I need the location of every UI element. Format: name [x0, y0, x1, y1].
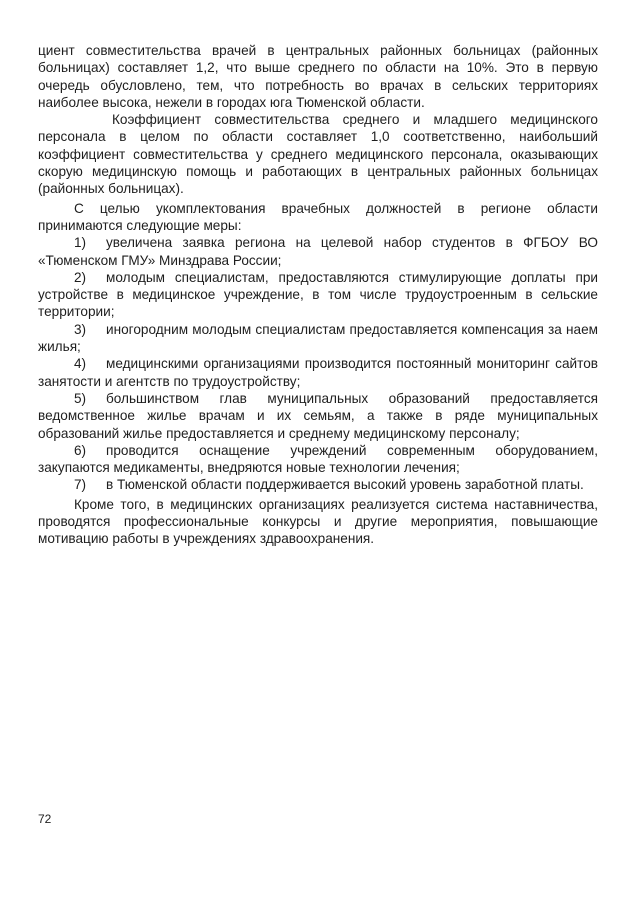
list-item-text: иногородним молодым специалистам предоставляется компенсация за наем жилья; — [38, 321, 598, 355]
list-item — [38, 234, 598, 269]
list-item — [38, 269, 598, 321]
list-item-text: большинством глав муниципальных образований предоставляется ведомственное жилье врачам и их семьям, а также в ряде муниципальных образований жилье предоставляется и среднему медицинскому персоналу; — [38, 390, 598, 441]
list-item-number: 6) — [74, 442, 87, 458]
list-item-number: 1) — [74, 235, 87, 251]
list-item-number: 7) — [74, 477, 87, 493]
paragraph-closing: Кроме того, в медицинских организациях реализуется система наставничества, проводятся профессиональные конкурсы и другие мероприятия, повышающие мотивацию работы в учреждениях здравоохранения. — [38, 496, 598, 547]
list-item-text: проводится оснащение учреждений современным оборудованием, закупаются медикаменты, внедряются новые технологии лечения; — [38, 442, 598, 476]
list-item — [38, 442, 598, 477]
list-item-text: в Тюменской области поддерживается высокий уровень заработной платы. — [106, 477, 584, 493]
list-item — [38, 476, 598, 493]
list-item-text: увеличена заявка региона на целевой набор студентов в ФГБОУ ВО «Тюменском ГМУ» Минздрава России; — [38, 235, 598, 268]
list-item-text: медицинскими организациями производится постоянный мониторинг сайтов занятости и агентств по трудоустройству; — [38, 356, 598, 389]
list-item-number: 5) — [74, 390, 87, 406]
paragraph-continuation: циент совместительства врачей в центральных районных больницах (районных больницах) составляет 1,2, что выше среднего по области на 10%. Это в первую очередь обусловлено, тем, что потребность во врачах в сельских территориях наиболее высока, нежели в городах юга Тюменской области. — [38, 43, 598, 110]
page-number: 72 — [38, 812, 52, 826]
paragraph-measures-intro: С целью укомплектования врачебных должностей в регионе области принимаются следующие меры: — [38, 200, 598, 233]
list-item-number: 2) — [74, 269, 87, 285]
measures-list — [38, 234, 598, 493]
paragraph-coefficient: Коэффициент совместительства среднего и младшего медицинского персонала в целом по области составляет 1,0 соответственно, наибольший коэффициент совместительства у среднего медицинского персонала, оказывающих скорую медицинскую помощь и работающих в центральных районных больницах (районных больницах). — [38, 112, 598, 197]
list-item-text: молодым специалистам, предоставляются стимулирующие доплаты при устройстве в медицинское учреждение, в том числе трудоустроенным в сельские территории; — [38, 269, 598, 320]
list-item — [38, 321, 598, 356]
list-item-number: 4) — [74, 356, 87, 372]
list-item — [38, 355, 598, 390]
list-item-number: 3) — [74, 321, 87, 337]
list-item — [38, 390, 598, 442]
